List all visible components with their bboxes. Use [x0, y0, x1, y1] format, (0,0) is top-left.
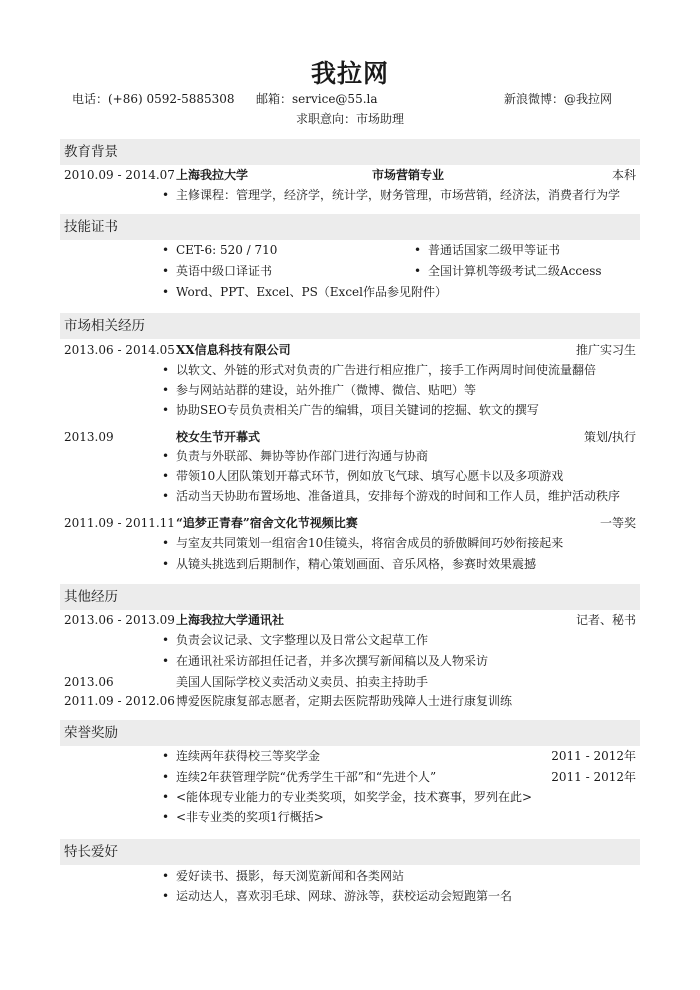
experience-date: 2011.09 - 2012.06: [64, 694, 175, 708]
bullet-icon: •: [162, 654, 170, 668]
list-item: [0, 467, 700, 485]
bullet-text: 参与网站站群的建设，站外推广（微博、微信、贴吧）等: [176, 383, 477, 397]
list-item: [0, 887, 700, 905]
list-item: [0, 361, 700, 379]
experience-date: 2011.09 - 2011.11: [64, 516, 175, 530]
section-hobbies-header: [60, 839, 640, 865]
list-item: [0, 534, 700, 552]
section-title: 技能证书: [64, 219, 118, 235]
resume-name: 我拉网: [310, 59, 389, 88]
list-item: [0, 747, 700, 765]
award-text: <非专业类的奖项1行概括>: [176, 810, 324, 824]
hobby-text: 运动达人，喜欢羽毛球、网球、游泳等，获校运动会短跑第一名: [176, 889, 513, 903]
bullet-text: 负责会议记录、文字整理以及日常公文起草工作: [176, 633, 429, 647]
award-year: 2011 - 2012年: [551, 749, 636, 763]
organization-name: XX信息科技有限公司: [176, 343, 291, 357]
bullet-icon: •: [162, 469, 170, 483]
list-item: [0, 788, 700, 806]
job-objective: 求职意向：市场助理: [295, 112, 404, 126]
section-title: 特长爱好: [64, 844, 118, 860]
list-item: [0, 768, 700, 786]
weibo-text: 新浪微博：@我拉网: [504, 92, 613, 106]
skills-row: [0, 262, 700, 280]
bullet-icon: •: [162, 243, 170, 257]
experience-date: 2013.06: [64, 675, 114, 689]
bullet-icon: •: [162, 633, 170, 647]
bullet-text: 活动当天协助布置场地、准备道具，安排每个游戏的时间和工作人员，维护活动秩序: [176, 489, 621, 503]
email-text: 邮箱：service@55.la: [256, 92, 378, 106]
experience-entry: [0, 692, 700, 710]
phone-text: 电话：(+86) 0592-5885308: [72, 92, 235, 106]
bullet-icon: •: [414, 243, 422, 257]
bullet-icon: •: [162, 770, 170, 784]
bullet-text: 以软文、外链的形式对负责的广告进行相应推广，接手工作两周时间使流量翻倍: [176, 363, 597, 377]
organization-name: 校女生节开幕式: [176, 430, 261, 444]
experience-entry: [0, 611, 700, 629]
list-item: [0, 631, 700, 649]
role-label: 推广实习生: [575, 343, 636, 357]
award-text: <能体现专业能力的专业类奖项，如奖学金，技术赛事，罗列在此>: [176, 790, 533, 804]
skill-item: 普通话国家二级甲等证书: [428, 243, 561, 257]
role-label: 一等奖: [599, 516, 636, 530]
experience-entry: [0, 428, 700, 446]
section-awards-header: [60, 720, 640, 746]
experience-date: 2013.06 - 2014.05: [64, 343, 175, 357]
section-title: 其他经历: [64, 589, 118, 605]
experience-text: 美国人国际学校义卖活动义卖员、拍卖主持助手: [176, 675, 429, 689]
education-date: 2010.09 - 2014.07: [64, 168, 175, 182]
bullet-text: 协助SEO专员负责相关广告的编辑，项目关键词的挖掘、软文的撰写: [176, 403, 539, 417]
section-other-header: [60, 584, 640, 610]
section-education-header: [60, 139, 640, 165]
award-text: 连续两年获得校三等奖学金: [176, 749, 321, 763]
bullet-text: 在通讯社采访部担任记者，并多次撰写新闻稿以及人物采访: [176, 654, 489, 668]
experience-date: 2013.06 - 2013.09: [64, 613, 175, 627]
skills-row: [0, 283, 700, 301]
list-item: [0, 487, 700, 505]
organization-name: “追梦正青春”宿舍文化节视频比赛: [176, 516, 358, 530]
bullet-icon: •: [162, 403, 170, 417]
role-label: 记者、秘书: [575, 613, 636, 627]
skill-item: 全国计算机等级考试二级Access: [428, 264, 602, 278]
section-title: 荣誉奖励: [64, 725, 118, 741]
bullet-icon: •: [162, 557, 170, 571]
bullet-icon: •: [162, 363, 170, 377]
bullet-icon: •: [162, 810, 170, 824]
degree-label: 本科: [611, 168, 636, 182]
bullet-icon: •: [162, 188, 170, 202]
bullet-text: 负责与外联部、舞协等协作部门进行沟通与协商: [176, 449, 429, 463]
role-label: 策划/执行: [583, 430, 636, 444]
bullet-icon: •: [162, 489, 170, 503]
courses-text: 主修课程：管理学，经济学，统计学，财务管理，市场营销，经济法，消费者行为学: [176, 188, 621, 202]
list-item: [0, 447, 700, 465]
skills-row: [0, 241, 700, 259]
award-year: 2011 - 2012年: [551, 770, 636, 784]
bullet-icon: •: [162, 889, 170, 903]
section-title: 市场相关经历: [64, 318, 145, 334]
bullet-icon: •: [162, 285, 170, 299]
bullet-icon: •: [162, 869, 170, 883]
section-title: 教育背景: [64, 144, 118, 160]
school-name: 上海我拉大学: [176, 168, 249, 182]
bullet-icon: •: [162, 790, 170, 804]
bullet-text: 从镜头挑选到后期制作，精心策划画面、音乐风格，参赛时效果震撼: [176, 557, 537, 571]
hobby-text: 爱好读书、摄影，每天浏览新闻和各类网站: [176, 869, 405, 883]
list-item: [0, 401, 700, 419]
list-item: [0, 186, 700, 204]
section-market-header: [60, 313, 640, 339]
list-item: [0, 867, 700, 885]
experience-entry: [0, 673, 700, 691]
bullet-icon: •: [162, 449, 170, 463]
bullet-icon: •: [162, 264, 170, 278]
section-skills-header: [60, 214, 640, 240]
bullet-icon: •: [414, 264, 422, 278]
education-entry: [0, 166, 700, 184]
experience-text: 博爱医院康复部志愿者，定期去医院帮助残障人士进行康复训练: [176, 694, 513, 708]
skill-item: Word、PPT、Excel、PS（Excel作品参见附件）: [176, 285, 447, 299]
list-item: [0, 808, 700, 826]
major-name: 市场营销专业: [372, 168, 445, 182]
skill-item: 英语中级口译证书: [176, 264, 273, 278]
bullet-icon: •: [162, 749, 170, 763]
award-text: 连续2年获管理学院“优秀学生干部”和“先进个人”: [176, 770, 437, 784]
experience-entry: [0, 514, 700, 532]
list-item: [0, 555, 700, 573]
list-item: [0, 652, 700, 670]
bullet-text: 带领10人团队策划开幕式环节，例如放飞气球、填写心愿卡以及多项游戏: [176, 469, 564, 483]
list-item: [0, 381, 700, 399]
bullet-text: 与室友共同策划一组宿舍10佳镜头，将宿舍成员的骄傲瞬间巧妙衔接起来: [176, 536, 564, 550]
organization-name: 上海我拉大学通讯社: [176, 613, 285, 627]
skill-item: CET-6: 520 / 710: [176, 243, 278, 257]
experience-date: 2013.09: [64, 430, 114, 444]
bullet-icon: •: [162, 536, 170, 550]
bullet-icon: •: [162, 383, 170, 397]
experience-entry: [0, 341, 700, 359]
